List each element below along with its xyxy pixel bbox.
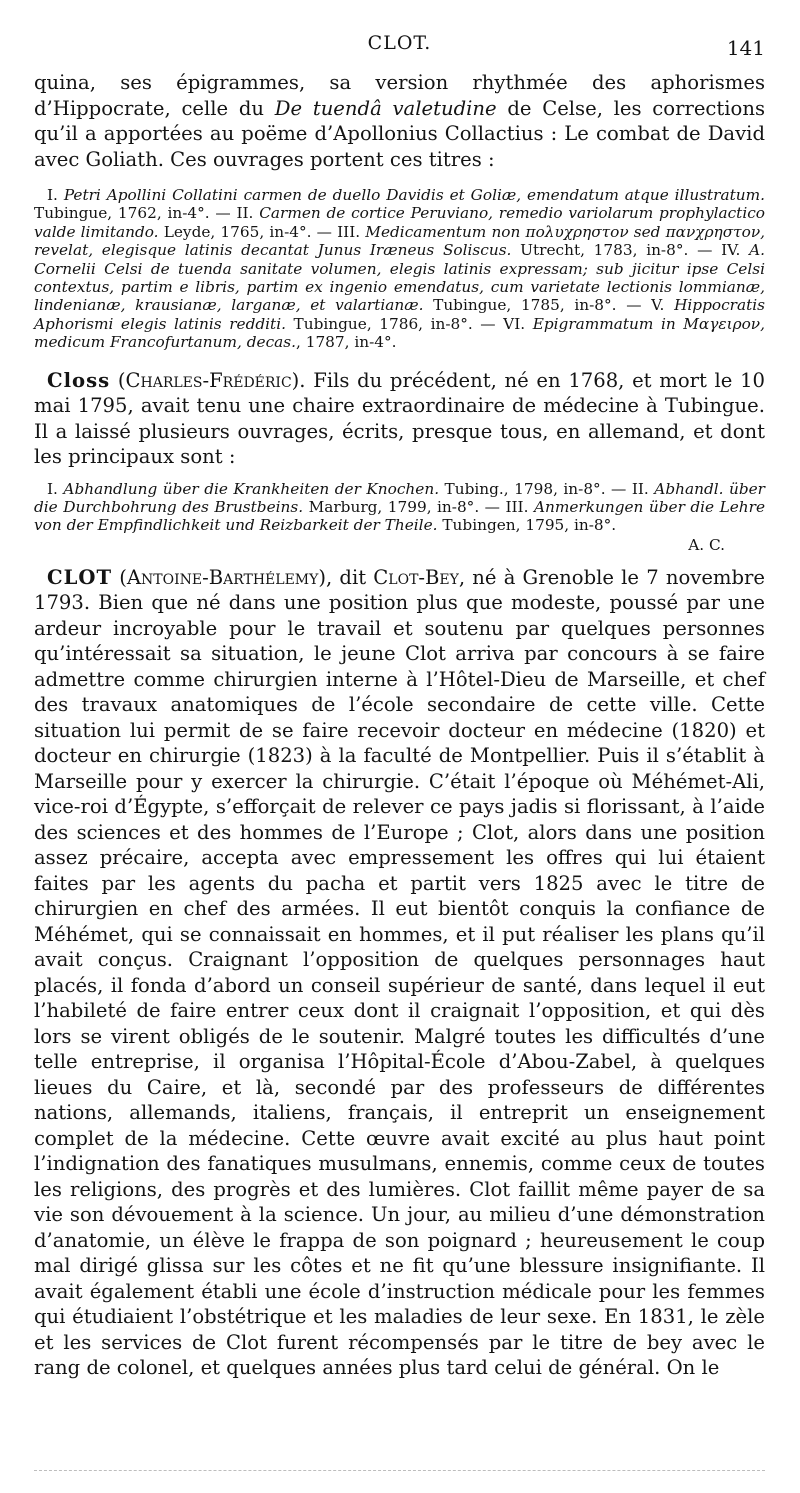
work-publication: Tubingue, 1786, in-8°. —	[285, 314, 504, 333]
intro-text-start: quina, ses épigrammes, sa version rhythmée des aphorismes d’Hippocrate, celle du	[34, 71, 765, 120]
work-title: Abhandlung über die Krankheiten der Knochen.	[63, 479, 440, 498]
work-number: II.	[236, 204, 260, 223]
work-publication: Utrecht, 1783, in-8°. —	[511, 241, 722, 260]
entry-dit: , dit	[326, 565, 374, 589]
work-number: I.	[47, 479, 64, 498]
work-number: IV.	[721, 241, 750, 260]
works-list-clot-father	[34, 186, 765, 352]
footer-divider	[34, 1470, 765, 1471]
entry-name: CLOT	[47, 565, 113, 589]
entry-clot-bey	[34, 565, 765, 1381]
work-title: Hippocratis Aphorismi elegis latinis redditi.	[34, 296, 765, 333]
intro-text-end: de Celse, les corrections qu’il a apportées au poëme d’Apollonius Collactius : Le combat de David avec Goliath. Ces ouvrages portent ces titres :	[34, 96, 765, 171]
work-publication: Tubingue, 1762, in-4°. —	[34, 204, 237, 223]
work-title: Carmen de cortice Peruviano, remedio variolarum prophylactico valde limitando.	[34, 204, 765, 241]
work-publication: Tubingue, 1785, in-8°. —	[423, 296, 652, 315]
work-number: V.	[651, 296, 675, 315]
work-title: A. Cornelii Celsi de tuenda sanitate volumen, elegis latinis expressam; sub jicitur ipse Celsi contextus, partim e libris, partim ex ingenio emendatus, cum varietate lectionis lommianæ, lindenianæ, krausianæ, larganæ, et valartianæ.	[34, 241, 766, 315]
work-number: III.	[337, 222, 366, 241]
work-number: III.	[505, 498, 534, 517]
entry-text: , né à Grenoble le 7 novembre 1793. Bien que né dans une position plus que modeste, poussé par une ardeur incroyable pour le travail et soutenu par quelques personnes qu’intéressait sa situation, le jeune Clot arriva par concours à se faire admettre comme chirurgien interne à l’Hôtel-Dieu de Marseille, et chef des travaux anatomiques de l’école secondaire de cette ville. Cette situation lui permit de se faire recevoir docteur en médecine (1820) et docteur en chirurgie (1823) à la faculté de Montpellier. Puis il s’établit à Marseille pour y exercer la chirurgie. C’était l’époque où Méhémet-Ali, vice-roi d’Égypte, s’efforçait de relever ce pays jadis si florissant, à l’aide des sciences et des hommes de l’Europe ; Clot, alors dans une position assez précaire, accepta avec empressement les offres qui lui étaient faites par les agents du pacha et partit vers 1825 avec le titre de chirurgien en chef des armées. Il eut bientôt conquis la confiance de Méhémet, qui se connaissait en hommes, et il put réaliser les plans qu’il avait conçus. Craignant l’opposition de quelques personnages haut placés, il fonda d’abord un conseil supérieur de santé, dans lequel il eut l’habileté de faire entrer ceux dont il craignait l’opposition, et qui dès lors se virent obligés de le soutenir. Malgré toutes les difficultés d’une telle entreprise, il organisa l’Hôpital-École d’Abou-Zabel, à quelques lieues du Caire, et là, secondé par des professeurs de différentes nations, allemands, italiens, français, il entreprit un enseignement complet de la médecine. Cette œuvre avait excité au plus haut point l’indignation des fanatiques musulmans, ennemis, comme ceux de toutes les religions, des progrès et des lumières. Clot faillit même payer de sa vie son dévouement à la science. Un jour, au milieu d’une démonstration d’anatomie, un élève le frappa de son poignard ; heureusement le coup mal dirigé glissa sur les côtes et ne fit qu’une blessure insignifiante. Il avait également établi une école d’instruction médicale pour les femmes qui étudiaient l’obstétrique et les maladies de leur sexe. En 1831, le zèle et les services de Clot furent récompensés par le titre de bey avec le rang de colonel, et quelques années plus tard celui de général. On le	[34, 565, 766, 1380]
entry-alias: Clot-Bey	[373, 565, 459, 589]
page-number: 141	[726, 36, 765, 60]
entry-given-names: (Antoine-Barthélemy)	[119, 565, 327, 589]
work-number: I.	[47, 186, 64, 204]
work-publication: Tubingen, 1795, in-8°.	[437, 516, 617, 535]
work-publication: Leyde, 1765, in-4°. —	[158, 222, 338, 241]
work-title: Medicamentum non πολυχρηστον sed πανχρηστον, revelat, elegisque latinis decantat Junus Iræneus Soliscus.	[34, 222, 766, 260]
work-title: Anmerkungen über die Lehre von der Empfindlichkeit und Reizbarkeit der Theile.	[34, 498, 766, 535]
work-title: Epigrammatum in Μαγειρον, medicum Francofurtanum, decas.	[34, 314, 765, 352]
entry-text: Fils du précédent, né en 1768, et mort le 10 mai 1795, avait tenu une chaire extraordinaire de médecine à Tubingue. Il a laissé plusieurs ouvrages, écrits, presque tous, en allemand, et dont les principaux sont :	[34, 368, 765, 469]
book-page	[34, 30, 765, 1381]
work-number: II.	[631, 479, 655, 498]
works-list-closs	[34, 480, 765, 535]
work-number: VI.	[503, 314, 533, 333]
entry-given-names: (Charles-Frédéric).	[117, 368, 306, 392]
work-publication: Marburg, 1799, in-8°. —	[303, 498, 506, 517]
work-title: Petri Apollini Collatini carmen de duello Davidis et Goliæ, emendatum atque illustratum.	[63, 186, 765, 204]
work-title: Abhandl. über die Durchbohrung des Brustbeins.	[34, 479, 765, 517]
running-head: CLOT.	[367, 32, 432, 54]
entry-name: Closs	[47, 368, 111, 392]
work-publication: Tubing., 1798, in-8°. —	[439, 479, 632, 498]
author-signature: A. C.	[688, 535, 725, 554]
intro-paragraph	[34, 70, 765, 172]
intro-title: De tuendâ valetudine	[274, 96, 497, 120]
page-header	[34, 30, 765, 60]
entry-closs	[34, 368, 765, 470]
work-publication: , 1787, in-4°.	[295, 333, 397, 352]
